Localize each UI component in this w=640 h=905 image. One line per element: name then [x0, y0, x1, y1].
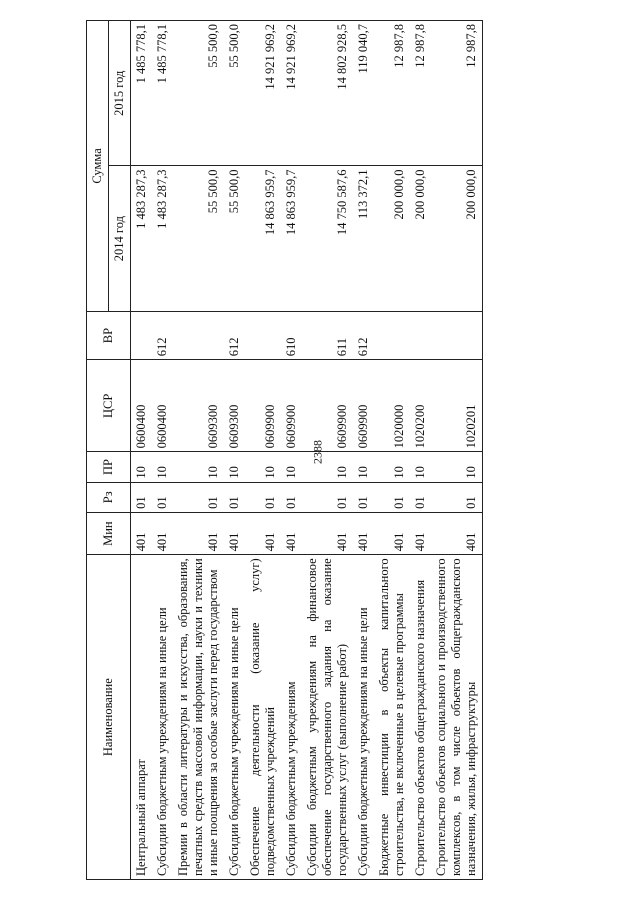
row-rz: 01	[152, 482, 173, 512]
row-csr: 0609900	[302, 360, 353, 452]
row-sum-2014: 14 863 959,7	[281, 166, 302, 311]
row-sum-2015: 119 040,7	[353, 21, 374, 166]
row-sum-2015: 12 987,8	[431, 21, 483, 166]
row-csr: 1020200	[410, 360, 431, 452]
row-csr: 0600400	[131, 360, 153, 452]
row-min: 401	[431, 512, 483, 554]
row-sum-2014: 113 372,1	[353, 166, 374, 311]
page-number: 2388	[310, 440, 325, 464]
table-row	[353, 21, 374, 880]
header-pr: ПР	[87, 452, 131, 482]
row-csr: 1020000	[374, 360, 410, 452]
row-rz: 01	[224, 482, 245, 512]
table-row	[281, 21, 302, 880]
row-min: 401	[173, 512, 224, 554]
row-vr: 612	[224, 311, 245, 359]
row-min: 401	[410, 512, 431, 554]
table-row	[131, 21, 153, 880]
row-vr	[245, 311, 281, 359]
table-row	[374, 21, 410, 880]
row-sum-2014: 1 483 287,3	[131, 166, 153, 311]
row-min: 401	[353, 512, 374, 554]
row-sum-2015: 55 500,0	[224, 21, 245, 166]
row-vr: 612	[152, 311, 173, 359]
row-name: Субсидии бюджетным учреждениям на иные цели	[224, 555, 245, 880]
row-sum-2014: 200 000,0	[410, 166, 431, 311]
row-pr: 10	[173, 452, 224, 482]
row-rz: 01	[173, 482, 224, 512]
table-row	[173, 21, 224, 880]
table-row	[224, 21, 245, 880]
row-csr: 0609900	[281, 360, 302, 452]
row-vr: 610	[281, 311, 302, 359]
header-vr: ВР	[87, 311, 131, 359]
row-min: 401	[302, 512, 353, 554]
row-sum-2014: 200 000,0	[374, 166, 410, 311]
row-rz: 01	[431, 482, 483, 512]
header-name: Наименование	[87, 555, 131, 880]
row-min: 401	[152, 512, 173, 554]
table-row	[410, 21, 431, 880]
row-csr: 0609300	[224, 360, 245, 452]
row-vr	[173, 311, 224, 359]
row-name: Бюджетные инвестиции в объекты капитального строительства, не включенные в целевые программы	[374, 555, 410, 880]
row-vr: 612	[353, 311, 374, 359]
row-sum-2015: 14 921 969,2	[245, 21, 281, 166]
row-sum-2015: 12 987,8	[410, 21, 431, 166]
row-sum-2015: 55 500,0	[173, 21, 224, 166]
header-2015: 2015 год	[109, 21, 131, 166]
row-sum-2015: 1 485 778,1	[131, 21, 153, 166]
row-sum-2014: 55 500,0	[224, 166, 245, 311]
row-sum-2014: 55 500,0	[173, 166, 224, 311]
header-sum: Сумма	[87, 21, 109, 312]
row-vr	[410, 311, 431, 359]
row-csr: 0609300	[173, 360, 224, 452]
row-sum-2014: 14 863 959,7	[245, 166, 281, 311]
header-csr: ЦСР	[87, 360, 131, 452]
header-2014: 2014 год	[109, 166, 131, 311]
row-min: 401	[131, 512, 153, 554]
row-vr	[374, 311, 410, 359]
row-name: Центральный аппарат	[131, 555, 153, 880]
row-name: Премии в области литературы и искусства, образования, печатных средств массовой информации, науки и техники и иные поощрения за особые заслуги перед государством	[173, 555, 224, 880]
row-csr: 1020201	[431, 360, 483, 452]
row-name: Субсидии бюджетным учреждениям на иные цели	[152, 555, 173, 880]
row-csr: 0609900	[353, 360, 374, 452]
row-vr: 611	[302, 311, 353, 359]
row-rz: 01	[410, 482, 431, 512]
row-pr: 10	[374, 452, 410, 482]
row-name: Строительство объектов общегражданского назначения	[410, 555, 431, 880]
header-rz: Рз	[87, 482, 131, 512]
row-pr: 10	[302, 452, 353, 482]
row-pr: 10	[245, 452, 281, 482]
row-name: Обеспечение деятельности (оказание услуг) подведомственных учреждений	[245, 555, 281, 880]
row-rz: 01	[374, 482, 410, 512]
row-pr: 10	[224, 452, 245, 482]
table-row	[152, 21, 173, 880]
table-row	[302, 21, 353, 880]
row-pr: 10	[152, 452, 173, 482]
budget-table	[86, 20, 483, 880]
row-sum-2014: 1 483 287,3	[152, 166, 173, 311]
row-name: Субсидии бюджетным учреждениям	[281, 555, 302, 880]
row-rz: 01	[245, 482, 281, 512]
row-min: 401	[245, 512, 281, 554]
row-csr: 0609900	[245, 360, 281, 452]
row-sum-2015: 1 485 778,1	[152, 21, 173, 166]
row-sum-2015: 14 802 928,5	[302, 21, 353, 166]
row-name: Строительство объектов социального и производственного комплексов, в том числе объектов общегражданского назначения, жилья, инфраструктуры	[431, 555, 483, 880]
row-sum-2014: 14 750 587,6	[302, 166, 353, 311]
row-name: Субсидии бюджетным учреждениям на финансовое обеспечение государственного задания на оказание государственных услуг (выполнение работ)	[302, 555, 353, 880]
row-sum-2015: 14 921 969,2	[281, 21, 302, 166]
row-min: 401	[281, 512, 302, 554]
table-row	[431, 21, 483, 880]
row-sum-2015: 12 987,8	[374, 21, 410, 166]
row-min: 401	[224, 512, 245, 554]
row-vr	[131, 311, 153, 359]
row-vr	[431, 311, 483, 359]
row-min: 401	[374, 512, 410, 554]
header-min: Мин	[87, 512, 131, 554]
row-name: Субсидии бюджетным учреждениям на иные цели	[353, 555, 374, 880]
rotated-page-content	[86, 20, 640, 880]
row-pr: 10	[410, 452, 431, 482]
row-rz: 01	[281, 482, 302, 512]
row-csr: 0600400	[152, 360, 173, 452]
row-rz: 01	[302, 482, 353, 512]
row-pr: 10	[281, 452, 302, 482]
row-pr: 10	[431, 452, 483, 482]
row-pr: 10	[353, 452, 374, 482]
row-pr: 10	[131, 452, 153, 482]
row-sum-2014: 200 000,0	[431, 166, 483, 311]
row-rz: 01	[131, 482, 153, 512]
row-rz: 01	[353, 482, 374, 512]
table-row	[245, 21, 281, 880]
